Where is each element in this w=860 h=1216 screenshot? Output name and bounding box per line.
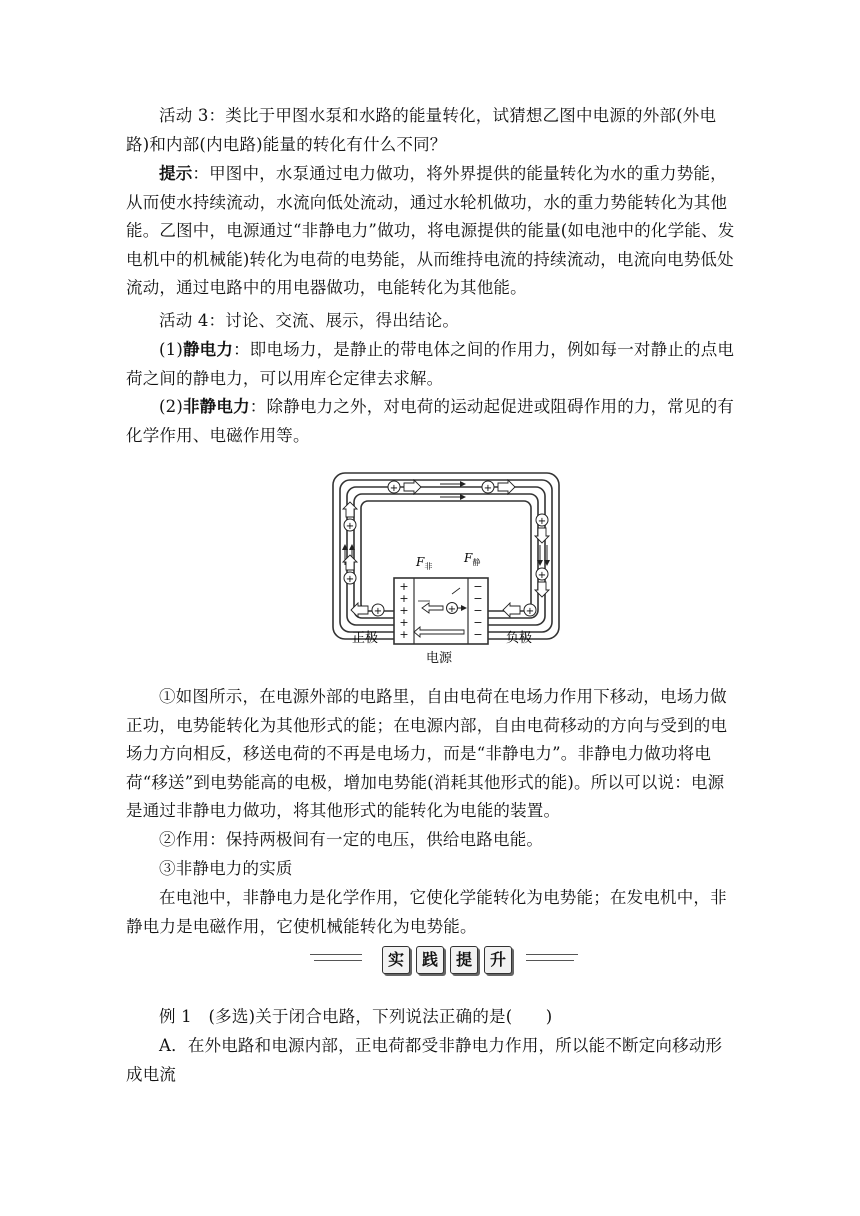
item1-term: 静电力 [182, 340, 234, 359]
label-power-source: 电源 [426, 651, 453, 666]
svg-text:+: + [399, 592, 409, 605]
activity4-text: ：讨论、交流、展示，得出结论。 [208, 311, 460, 330]
label-f-fei: $F_非$ [416, 555, 433, 571]
example-text: (多选)关于闭合电路，下列说法正确的是( ) [191, 1007, 553, 1026]
item1-text: ：即电场力，是静止的带电体之间的作用力，例如每一对静止的点电荷之间的静电力，可以用库仑定律去求解。 [126, 340, 735, 388]
banner-char-3: 提 [450, 946, 478, 974]
charge-bottom-right [503, 603, 536, 617]
para1: ①如图所示，在电源外部的电路里，自由电荷在电场力作用下移动，电场力做正功，电势能转化为其他形式的能；在电源内部，自由电荷移动的方向与受到的电场力方向相反，移送电荷的不再是电场力，而是“非静电力”。非静电力做功将电荷“移送”到电势能高的电极，增加电势能(消耗其他形式的能)。所以可以说：电源是通过非静电力做功，将其他形式的能转化为电能的装置。 [126, 687, 728, 820]
svg-text:+: + [399, 616, 409, 629]
hint-paragraph [126, 160, 736, 303]
circuit-diagram [330, 470, 562, 670]
svg-text:+: + [447, 604, 457, 615]
item2-num: (2) [159, 397, 183, 416]
item2-paragraph [126, 393, 736, 450]
svg-text:−: − [473, 604, 483, 617]
activity3-label: 活动 3 [159, 106, 209, 125]
field-arrows [345, 484, 547, 565]
charge-bottom-left [351, 603, 384, 617]
svg-text:+: + [389, 483, 399, 494]
svg-text:−: − [473, 628, 483, 641]
section-banner [310, 943, 585, 977]
label-negative-pole: 负极 [506, 631, 533, 646]
hint-text: ：甲图中，水泵通过电力做功，将外界提供的能量转化为水的重力势能，从而使水持续流动，水流向低处流动，通过水轮机做功，水的重力势能转化为其他能。乙图中，电源通过“非静电力”做功，将电源提供的能量(如电池中的化学能、发电机中的机械能)转化为电荷的电势能，从而维持电流的持续流动，电流向电势低处流动，通过电路中的用电器做功，电能转化为其他能。 [126, 164, 735, 297]
example-paragraph [126, 1003, 736, 1032]
banner-line-left-2 [314, 960, 362, 961]
svg-text:+: + [345, 574, 355, 585]
banner-title [382, 946, 514, 974]
para3: ③非静电力的实质 [159, 859, 293, 878]
label-f-jing: $F_静$ [464, 551, 481, 567]
banner-line-right-2 [526, 960, 574, 961]
svg-text:+: + [537, 570, 547, 581]
activity3-text: ：类比于甲图水泵和水路的能量转化，试猜想乙图中电源的外部(外电路)和内部(内电路)能量的转化有什么不同？ [126, 106, 717, 154]
para4: 在电池中，非静电力是化学作用，它使化学能转化为电势能；在发电机中，非静电力是电磁作用，它使机械能转化为电势能。 [126, 888, 727, 936]
banner-char-2: 践 [416, 946, 444, 974]
label-positive-pole: 正极 [352, 631, 379, 646]
charge-right-upper [535, 514, 549, 543]
activity4-paragraph [126, 307, 736, 336]
charge-top-right [482, 480, 515, 494]
svg-text:+: + [373, 606, 383, 617]
svg-text:−: − [473, 616, 483, 629]
example-label: 例 1 [159, 1007, 192, 1026]
banner-line-right-1 [526, 954, 578, 955]
svg-text:+: + [537, 516, 547, 527]
item1-num: (1) [159, 340, 183, 359]
svg-text:+: + [399, 628, 409, 641]
banner-line-left-1 [310, 954, 362, 955]
activity4-label: 活动 4 [159, 311, 209, 330]
option-a: A．在外电路和电源内部，正电荷都受非静电力作用，所以能不断定向移动形成电流 [126, 1036, 723, 1084]
charge-right-lower [535, 568, 549, 597]
banner-char-1: 实 [382, 946, 410, 974]
banner-char-4: 升 [484, 946, 512, 974]
svg-text:+: + [483, 483, 493, 494]
svg-text:−: − [473, 580, 483, 593]
power-source [394, 578, 488, 644]
charge-left-lower [343, 555, 357, 585]
item2-term: 非静电力 [182, 397, 250, 416]
svg-text:+: + [399, 604, 409, 617]
svg-text:−: − [473, 592, 483, 605]
svg-text:+: + [345, 521, 355, 532]
charge-top-left [388, 480, 421, 494]
hint-label: 提示 [159, 164, 193, 183]
activity3-paragraph [126, 102, 736, 159]
charge-left-upper [343, 502, 357, 532]
para2: ②作用：保持两极间有一定的电压，供给电路电能。 [159, 830, 544, 849]
item2-text: ：除静电力之外，对电荷的运动起促进或阻碍作用的力，常见的有化学作用、电磁作用等。 [126, 397, 735, 445]
svg-text:+: + [399, 580, 409, 593]
item1-paragraph [126, 336, 736, 393]
svg-text:+: + [525, 606, 535, 617]
